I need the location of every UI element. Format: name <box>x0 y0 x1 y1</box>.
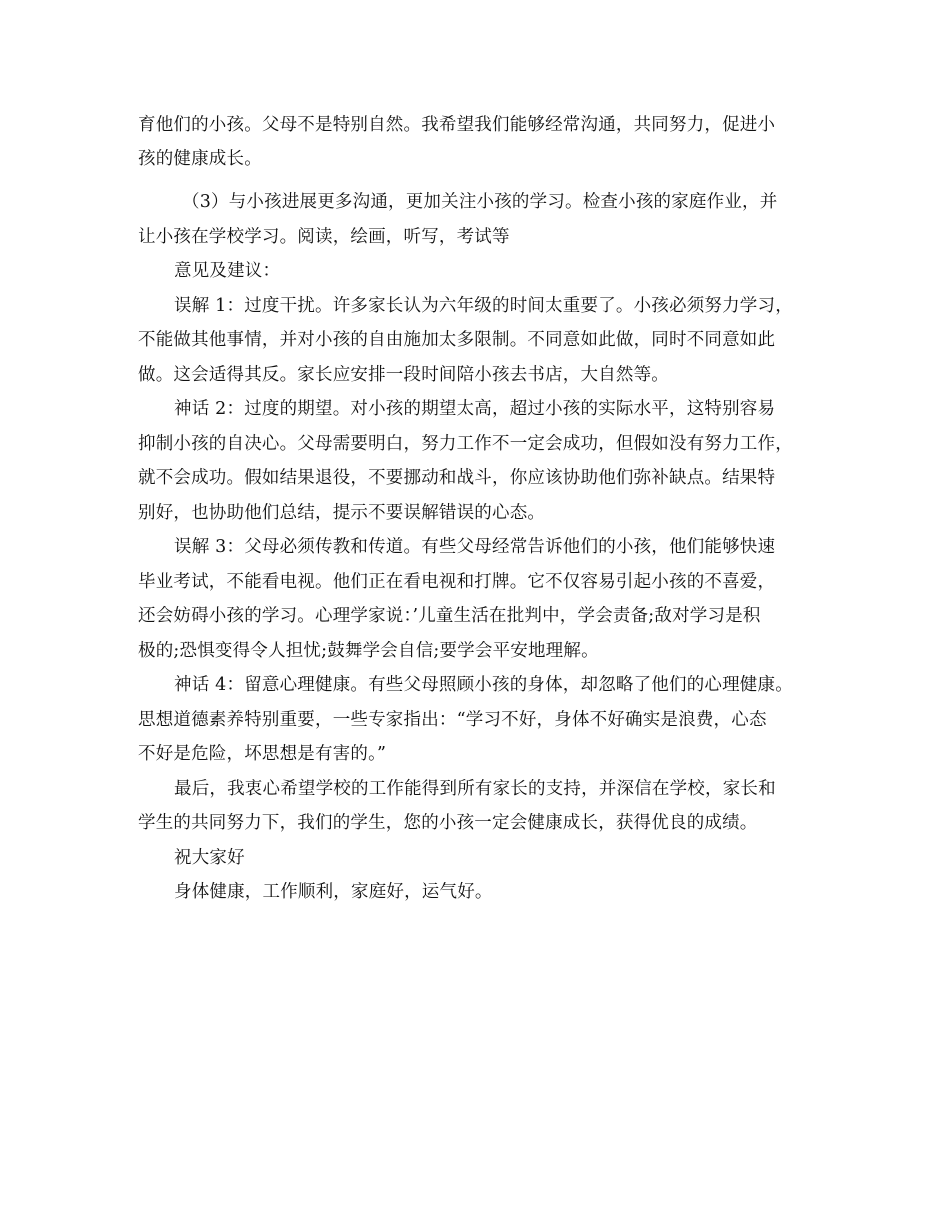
text-line: 让小孩在学校学习。阅读，绘画，听写，考试等 <box>138 227 510 247</box>
section-heading: 意见及建议： <box>174 261 281 281</box>
text-line: 育他们的小孩。父母不是特别自然。我希望我们能够经常沟通，共同努力，促进小 <box>138 115 776 135</box>
closing-line: 身体健康，工作顺利，家庭好，运气好。 <box>174 882 493 902</box>
text-line: 孩的健康成长。 <box>138 149 262 169</box>
text-line: （3）与小孩进展更多沟通，更加关注小孩的学习。检查小孩的家庭作业，并 <box>182 192 778 212</box>
text-line: 毕业考试，不能看电视。他们正在看电视和打牌。它不仅容易引起小孩的不喜爱， <box>138 572 776 592</box>
text-line: 就不会成功。假如结果退役，不要挪动和战斗，你应该协助他们弥补缺点。结果特 <box>138 468 776 488</box>
text-line: 神话 4：留意心理健康。有些父母照顾小孩的身体，却忽略了他们的心理健康。 <box>174 675 793 695</box>
text-line: 最后，我衷心希望学校的工作能得到所有家长的支持，并深信在学校，家长和 <box>174 779 776 799</box>
text-line: 学生的共同努力下，我们的学生，您的小孩一定会健康成长，获得优良的成绩。 <box>138 813 758 833</box>
text-line: 别好，也协助他们总结，提示不要误解错误的心态。 <box>138 503 546 523</box>
text-line: 极的;恐惧变得令人担忧;鼓舞学会自信;要学会平安地理解。 <box>138 641 599 661</box>
text-line: 不能做其他事情，并对小孩的自由施加太多限制。不同意如此做，同时不同意如此 <box>138 330 776 350</box>
text-line: 做。这会适得其反。家长应安排一段时间陪小孩去书店，大自然等。 <box>138 365 669 385</box>
closing-line: 祝大家好 <box>174 848 245 868</box>
text-line: 神话 2：过度的期望。对小孩的期望太高，超过小孩的实际水平，这特别容易 <box>174 399 776 419</box>
text-line: 思想道德素养特别重要，一些专家指出：“学习不好，身体不好确实是浪费，心态 <box>138 710 767 730</box>
text-line: 还会妨碍小孩的学习。心理学家说：’儿童生活在批判中，学会责备;敌对学习是积 <box>138 606 761 626</box>
text-line: 误解 3：父母必须传教和传道。有些父母经常告诉他们的小孩，他们能够快速 <box>174 537 776 557</box>
text-line: 不好是危险，坏思想是有害的。” <box>138 744 387 764</box>
text-line: 误解 1：过度干扰。许多家长认为六年级的时间太重要了。小孩必须努力学习， <box>174 296 793 316</box>
text-line: 抑制小孩的自决心。父母需要明白，努力工作不一定会成功，但假如没有努力工作， <box>138 434 793 454</box>
